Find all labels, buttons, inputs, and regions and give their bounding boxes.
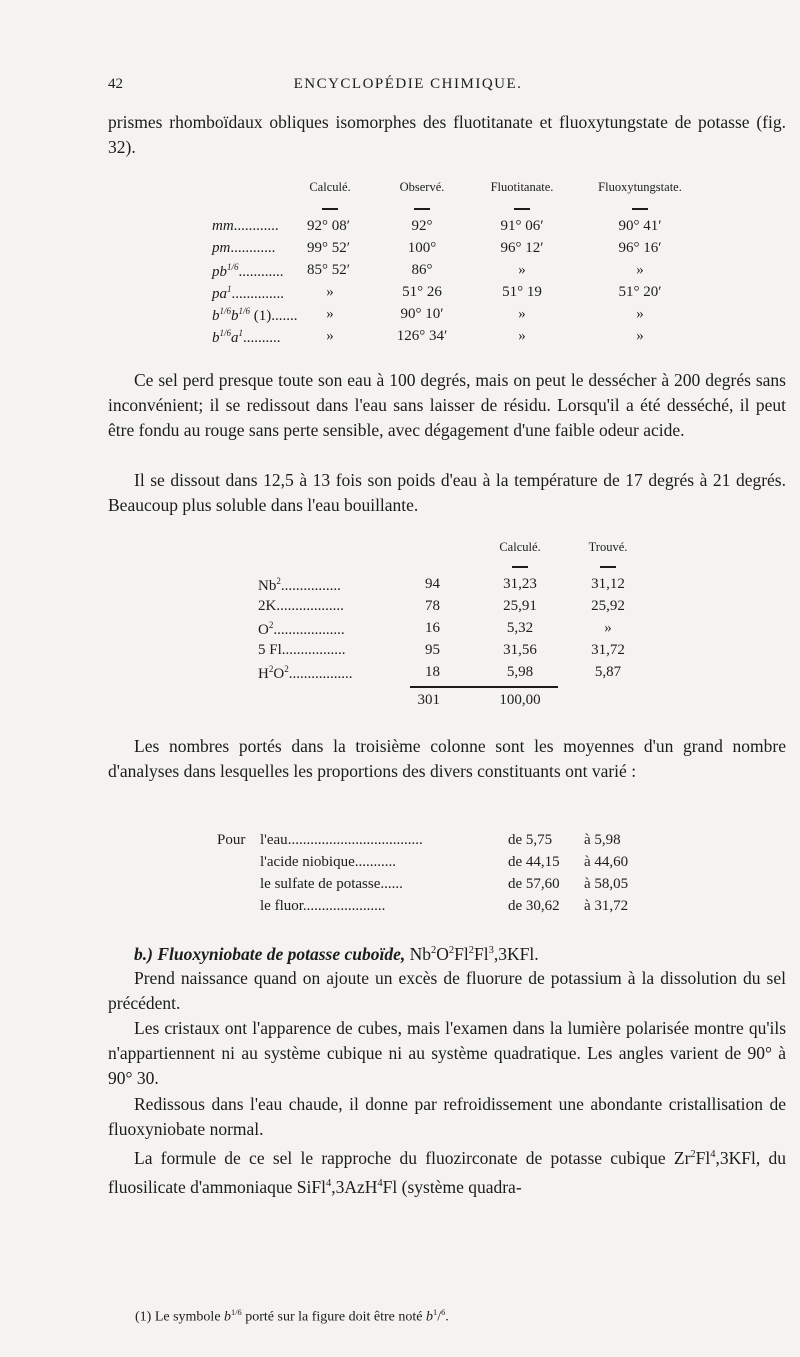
angle-cell: 86° [411,262,433,278]
comp-found: » [604,620,612,636]
comp-calc: 25,91 [503,598,537,614]
comp-weight: 94 [425,576,440,592]
comp-weight: 78 [425,598,440,614]
header-dash [600,566,616,568]
range-label-text: l'eau [260,832,288,848]
header-dash [512,566,528,568]
angle-cell: » [326,306,334,322]
comp-col-header: Trouvé. [588,540,628,554]
angle-label-text: pm [212,240,231,256]
paragraph: La formule de ce sel le rapproche du fluozirconate de potasse cubique Zr$^2$Fl$^4$,3KFl, du fluosilicate d'ammoniaque SiFl$^4$,3AzH$^4$Fl (système quadra- [108,1147,786,1197]
range-label-text: le sulfate de potasse [260,876,381,892]
header-dash [322,208,338,210]
comp-row-label: $H^2O^2$................. [258,664,353,682]
comp-total-weight: 301 [417,692,440,708]
angle-row-label: $b^{1/6}b^{1/6}$ (1)....... [212,306,298,324]
comp-found: 31,12 [591,576,625,592]
comp-label-text: 2K [258,598,277,614]
angle-cell: 96° 12′ [500,240,544,256]
comp-total-calc: 100,00 [499,692,541,708]
header-dash [632,208,648,210]
range-label: l'eau.................................... [260,832,423,848]
angle-row-label: $pb^{1/6}$............ [212,262,284,280]
comp-row-label: 2K.................. [258,598,344,614]
angle-cell: » [518,262,526,278]
range-from: de 57,60 [508,876,560,892]
angle-cell: » [636,262,644,278]
angle-row-label: pm............ [212,240,276,256]
angle-cell: 96° 16′ [618,240,662,256]
angle-cell: 126° 34′ [396,328,448,344]
footnote: (1) Le symbole $b^{1/6}$ porté sur la figure doit être noté $b^1/^6$. [135,1308,449,1325]
angle-row-label: mm............ [212,218,279,234]
paragraph: Les cristaux ont l'apparence de cubes, mais l'examen dans la lumière polarisée montre qu'ils n'appartiennent ni au système cubique ni au système quadratique. Les angles varient de 90° à 90° 30. [108,1018,786,1088]
range-label-text: le fluor [260,898,303,914]
page-number: 42 [108,76,123,92]
comp-row-label: Nb$^2$................ [258,576,341,594]
running-title: ENCYCLOPÉDIE CHIMIQUE. [293,76,523,92]
angle-cell: 51° 20′ [618,284,662,300]
comp-row-label: 5 Fl................. [258,642,346,658]
paragraph: Il se dissout dans 12,5 à 13 fois son poids d'eau à la température de 17 degrés à 21 degrés. Beaucoup plus soluble dans l'eau bouillante. [108,470,786,515]
paragraph: Ce sel perd presque toute son eau à 100 degrés, mais on peut le dessécher à 200 degrés sans inconvénient; il se redissout dans l'eau sans laisser de résidu. Lorsqu'il a été desséché, il peut être fondu au rouge sans perte sensible, avec dégagement d'une faible odeur acide. [108,370,786,440]
angle-cell: 51° 19 [502,284,542,300]
paragraph: Redissous dans l'eau chaude, il donne par refroidissement une abondante cristallisation de fluoxyniobate normal. [108,1094,786,1139]
angle-cell: 100° [407,240,437,256]
angle-col-header: Calculé. [309,180,351,194]
comp-weight: 95 [425,642,440,658]
section-b-title: b.) Fluoxyniobate de potasse cuboïde, [134,943,406,964]
comp-calc: 5,32 [506,620,534,636]
angle-cell: » [518,306,526,322]
angle-cell: 99° 52′ [306,240,350,256]
sum-rule [410,686,558,688]
angle-cell: 90° 41′ [618,218,662,234]
range-to: à 58,05 [584,876,629,892]
angle-cell: » [326,284,334,300]
comp-found: 5,87 [594,664,622,680]
page-header [108,76,708,98]
range-label: le sulfate de potasse...... [260,876,403,892]
angle-col-header: Fluotitanate. [490,180,554,194]
angle-col-header: Fluoxytungstate. [598,180,682,194]
paragraph: Les nombres portés dans la troisième colonne sont les moyennes d'un grand nombre d'analyses dans lesquelles les proportions des divers constituants ont varié : [108,736,786,781]
angle-cell: 92° [411,218,433,234]
range-to: à 5,98 [584,832,621,848]
ranges-prefix: Pour [217,832,246,848]
comp-calc: 31,56 [503,642,537,658]
range-to: à 31,72 [584,898,629,914]
comp-label-text: 5 Fl [258,642,282,658]
angle-cell: 92° 08′ [306,218,350,234]
comp-weight: 18 [425,664,440,680]
angle-cell: 85° 52′ [306,262,350,278]
header-dash [514,208,530,210]
comp-found: 31,72 [591,642,625,658]
angle-label-text: mm [212,218,234,234]
range-label: l'acide niobique........... [260,854,397,870]
range-from: de 44,15 [508,854,560,870]
angle-cell: » [636,328,644,344]
range-from: de 30,62 [508,898,560,914]
angle-cell: 91° 06′ [500,218,544,234]
comp-col-header: Calculé. [499,540,541,554]
comp-calc: 31,23 [503,576,537,592]
angle-cell: » [518,328,526,344]
range-from: de 5,75 [508,832,553,848]
section-b-heading: b.) Fluoxyniobate de potasse cuboïde, $Nb^2O^2Fl^2Fl^3,3KFl$. [134,943,539,964]
range-label: le fluor...................... [260,898,386,914]
range-label-text: l'acide niobique [260,854,355,870]
angle-cell: 51° 26 [402,284,442,300]
comp-calc: 5,98 [506,664,534,680]
range-to: à 44,60 [584,854,629,870]
comp-found: 25,92 [591,598,625,614]
header-dash [414,208,430,210]
angle-cell: 90° 10′ [400,306,444,322]
angle-col-header: Observé. [399,180,445,194]
angle-cell: » [326,328,334,344]
paragraph: Prend naissance quand on ajoute un excès de fluorure de potassium à la dissolution du sel précédent. [108,968,786,1013]
angle-cell: » [636,306,644,322]
angle-row-label: $pa^1$.............. [212,284,284,302]
angle-row-label: $b^{1/6}a^1$.......... [212,328,281,346]
comp-row-label: $O^2$................... [258,620,345,638]
comp-weight: 16 [425,620,440,636]
intro-text: prismes rhomboïdaux obliques isomorphes des fluotitanate et fluoxytungstate de potasse (fig. 32). [108,112,786,157]
